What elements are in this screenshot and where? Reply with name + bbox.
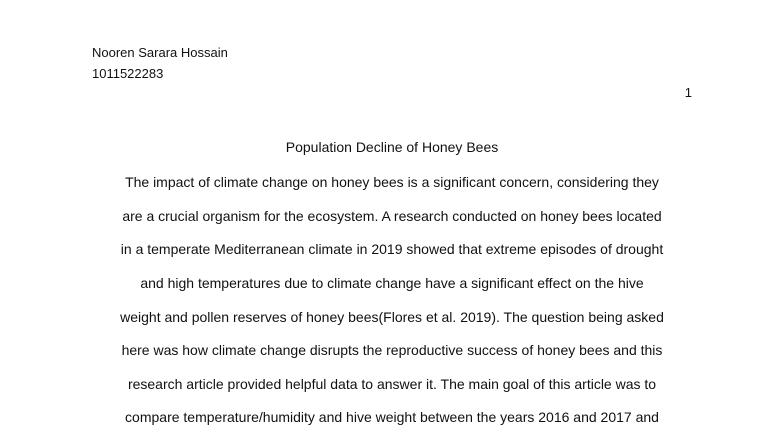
body-text-line: in a temperate Mediterranean climate in 2019 showed that extreme episodes of drought xyxy=(120,241,664,257)
document-title: Population Decline of Honey Bees xyxy=(285,139,499,155)
page-number: 1 xyxy=(684,85,692,100)
body-text-line: weight and pollen reserves of honey bees(Flores et al. 2019). The question being asked xyxy=(120,309,664,325)
body-text-line: compare temperature/humidity and hive weight between the years 2016 and 2017 and xyxy=(125,409,659,425)
body-text-line: are a crucial organism for the ecosystem. A research conducted on honey bees located xyxy=(122,208,662,224)
body-text-line: and high temperatures due to climate change have a significant effect on the hive xyxy=(140,275,644,291)
body-text-line: research article provided helpful data to answer it. The main goal of this article was to xyxy=(127,376,657,392)
author-name: Nooren Sarara Hossain xyxy=(92,45,228,60)
body-text-line: here was how climate change disrupts the reproductive success of honey bees and this xyxy=(121,342,663,358)
body-text-line: The impact of climate change on honey bees is a significant concern, considering they xyxy=(125,174,659,190)
student-id: 1011522283 xyxy=(92,66,164,81)
